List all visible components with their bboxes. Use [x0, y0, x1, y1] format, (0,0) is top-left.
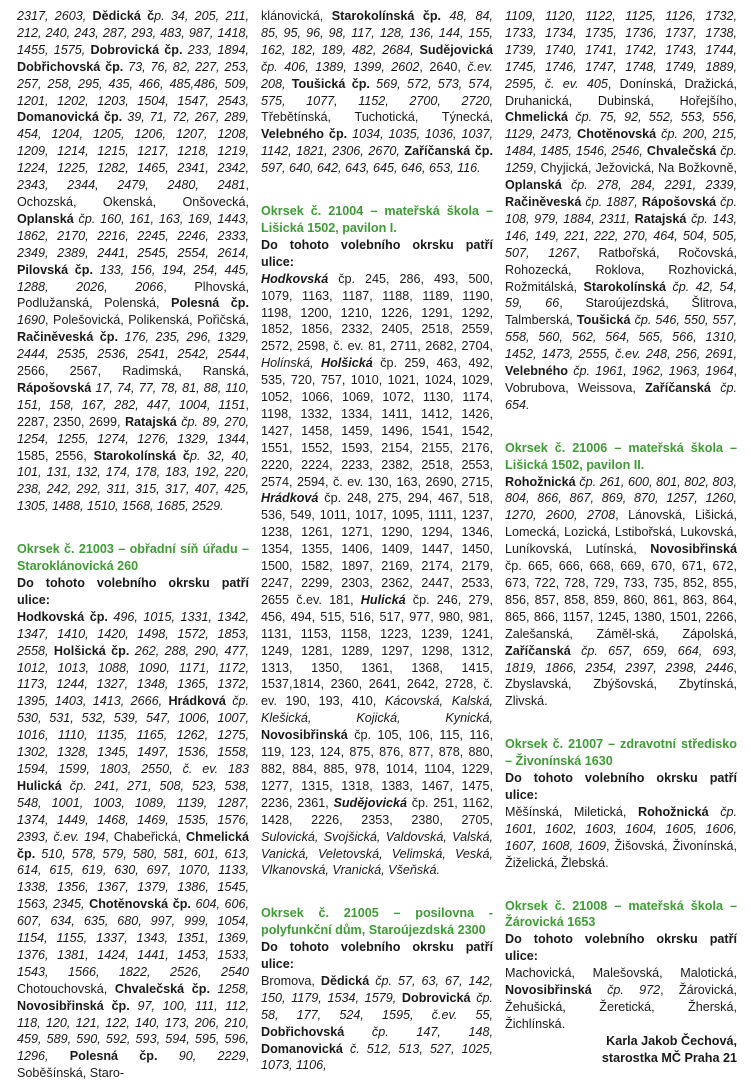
- district-intro: Do tohoto volebního okrsku patří ulice:: [261, 940, 493, 972]
- signature-slot: [505, 1033, 737, 1067]
- street-name: Rohožnická: [637, 804, 721, 819]
- house-numbers: 73, 76, 82, 227, 253, 257, 258, 295, 435, 466, 485,486, 509, 1201, 1202, 1203, 1504, 1547, 2543,: [17, 59, 249, 108]
- street-name: Dědická: [320, 973, 376, 988]
- street-name: Velebného čp.: [261, 127, 353, 142]
- house-numbers: , Zbyslavská, Zbýšovská, Zbytínská, Zlivská.: [505, 660, 737, 709]
- house-numbers: čp. 200, 215, 1484, 1485, 1546, 2546,: [505, 127, 737, 159]
- house-numbers: 17, 74, 77, 78, 81, 88, 110, 151, 158, 167, 282, 447, 1004, 1151: [17, 380, 249, 412]
- house-numbers: čp. 42, 54, 59, 66: [505, 279, 737, 311]
- house-numbers: , Soběšínská, Staro-: [17, 1049, 249, 1081]
- street-name: Chmelická čp.: [17, 829, 250, 861]
- house-numbers: , 1585, 2556,: [17, 431, 249, 463]
- street-name: Ratajská: [124, 414, 182, 429]
- house-numbers: Bromova,: [261, 973, 321, 988]
- house-numbers: , Žárovická, Žehušická, Žeretická, Žherská, Žichlínská.: [505, 983, 737, 1031]
- district-section: [505, 736, 737, 871]
- house-numbers: , Ochozská, Okenská, Onšovecká,: [17, 178, 249, 209]
- street-name: Chotěnovská: [577, 127, 662, 142]
- house-numbers: , Žišovská, Živonínská, Žiželická, Žlebská.: [505, 838, 737, 870]
- district-intro: Do tohoto volebního okrsku patří ulice:: [505, 771, 737, 802]
- house-numbers: čp. 1601, 1602, 1603, 1604, 1605, 1606, 1607, 1608, 1609: [505, 804, 737, 853]
- house-numbers: 569, 572, 573, 574, 575, 1077, 1152, 2700, 2720,: [261, 76, 494, 108]
- district-heading: Okrsek č. 21007 – zdravotní středisko – Živonínská 1630: [505, 737, 737, 769]
- district-section: [261, 203, 493, 879]
- street-name: Rápošovská: [17, 380, 96, 395]
- house-numbers: Machovická, Malešovská, Malotická,: [505, 966, 737, 981]
- house-numbers: Třebětínská, Tuchotická, Týnecká,: [261, 110, 493, 125]
- house-numbers: čp. 530, 531, 532, 539, 547, 1006, 1007, 1016, 1110, 1135, 1165, 1262, 1275, 1302, 1328, 1345, 1497, 1536, 1558, 1594, 1599, 1803, 2550, č. ev. 183: [17, 694, 249, 776]
- house-numbers: Chotouchovská,: [17, 981, 115, 996]
- house-numbers: 39, 71, 72, 267, 289, 454, 1204, 1205, 1206, 1207, 1208, 1209, 1214, 1215, 1217, 1218, 1219, 1224, 1225, 1282, 1465, 2341, 2342, 2343, 2344, 2479, 2480, 2481: [17, 110, 249, 193]
- house-numbers: č. 512, 513, 527, 1025, 1073, 1106,: [261, 1041, 494, 1073]
- street-name: Dobřichovská čp.: [17, 59, 129, 74]
- house-numbers: p. 32, 40, 101, 131, 132, 174, 178, 183, 192, 220, 238, 242, 292, 311, 315, 317, 407, 425, 1305, 1488, 1510, 1568, 1685, 2529.: [17, 448, 250, 514]
- column-1: [17, 8, 249, 1082]
- continued-text: [17, 8, 249, 515]
- house-numbers: , 2566, 2567, Radimská, Ranská,: [17, 347, 249, 379]
- house-numbers: Sulovická, Svojšická, Valdovská, Valská, Vanická, Veletovská, Velimská, Veská, Vlkanovská, Vranická, Všeňská.: [261, 829, 493, 878]
- street-name: Toušická čp.: [291, 76, 377, 91]
- house-numbers: čp. 654.: [505, 380, 737, 412]
- house-numbers: Měšínská, Miletická,: [505, 804, 638, 819]
- house-numbers: čp. 108, 979, 1884, 2311,: [505, 194, 737, 226]
- house-numbers: č.ev. 208,: [261, 59, 493, 91]
- street-name: Pilovská čp.: [17, 262, 100, 277]
- house-numbers: 233, 1894,: [187, 42, 249, 57]
- district-heading: Okrsek č. 21008 – mateřská škola – Žárovická 1653: [505, 898, 737, 930]
- street-name: Hrádková: [261, 491, 325, 506]
- house-numbers: 510, 578, 579, 580, 581, 601, 613, 614, 615, 619, 630, 697, 1070, 1133, 1338, 1356, 1367, 1379, 1386, 1545, 1563, 2345,: [17, 846, 249, 912]
- column-3: [505, 8, 737, 1067]
- street-name: Holšická čp.: [53, 643, 135, 658]
- house-numbers: čp. 665, 666, 668, 669, 670, 671, 672, 673, 722, 728, 729, 733, 735, 852, 855, 856, 857, 858, 859, 860, 861, 863, 864, 865, 866, 1157, 1245, 1380, 1501, 2266, Zalešanská, Záměl-ská, Zápolská,: [505, 559, 737, 641]
- street-list: [17, 8, 249, 515]
- street-name: Velebného: [505, 364, 574, 379]
- house-numbers: čp. 58, 177, 524, 1595, č.ev. 55,: [261, 990, 494, 1022]
- street-name: Dědická č: [92, 9, 155, 23]
- street-name: Hodkovská čp.: [17, 609, 114, 624]
- house-numbers: 90, 2229: [178, 1049, 246, 1064]
- house-numbers: , Ratbořská, Ročovská, Rohozecká, Roklova, Rozhovická, Rožmitálská,: [505, 245, 738, 294]
- house-numbers: , Plhovská, Podlužanská, Polenská,: [17, 279, 249, 311]
- house-numbers: , Chyjická, Ježovická, Na Božkovně,: [533, 161, 737, 176]
- street-name: Sudějovická: [333, 795, 412, 810]
- district-heading: Okrsek č. 21004 – mateřská škola – Lišická 1502, pavilon I.: [261, 204, 493, 235]
- house-numbers: 48, 84, 85, 95, 96, 98, 117, 128, 136, 144, 155, 162, 182, 189, 482, 2684,: [261, 9, 493, 57]
- street-list: [505, 8, 737, 414]
- house-numbers: klánovická,: [261, 9, 332, 23]
- house-numbers: čp. 261, 600, 801, 802, 803, 804, 866, 867, 869, 870, 1257, 1260, 1270, 2600, 2708: [505, 474, 737, 523]
- signature-role: starostka MČ Praha 21: [601, 1050, 737, 1065]
- street-name: Novosibřinská: [261, 728, 355, 743]
- street-name: Chvalečská: [646, 144, 721, 159]
- street-list: [261, 271, 493, 880]
- house-numbers: Kácovská, Kalská, Klešická, Kojická, Kynická,: [261, 694, 493, 726]
- continued-text: [505, 8, 737, 414]
- street-name: Novosibřinská: [505, 983, 608, 998]
- house-numbers: p. 34, 205, 211, 212, 240, 243, 287, 293, 483, 987, 1418, 1455, 1575,: [17, 9, 249, 57]
- street-name: Chmelická: [505, 110, 576, 125]
- house-numbers: čp. 406, 1389, 1399, 2602: [261, 59, 420, 74]
- street-name: Polesná čp.: [69, 1049, 179, 1064]
- house-numbers: 597, 640, 642, 643, 645, 646, 653, 116.: [261, 161, 481, 176]
- house-numbers: čp. 1887,: [585, 194, 642, 209]
- house-numbers: čp. 1961, 1962, 1963, 1964: [573, 364, 734, 379]
- street-list: [505, 804, 737, 872]
- street-name: Dobřichovská: [261, 1024, 372, 1039]
- street-name: Hulická: [17, 778, 70, 793]
- house-numbers: čp. 160, 161, 163, 169, 1443, 1862, 2170, 2216, 2245, 2246, 2333, 2349, 2389, 2441, 2545, 2554, 2614,: [17, 211, 249, 260]
- street-name: Zaříčanská: [505, 643, 582, 658]
- house-numbers: 1034, 1035, 1036, 1037, 1142, 1821, 2306, 2670,: [261, 127, 494, 159]
- house-numbers: 176, 235, 296, 1329, 2444, 2535, 2536, 2541, 2542, 2544: [17, 330, 250, 362]
- house-numbers: 1690: [17, 313, 46, 328]
- column-2: [261, 8, 493, 1074]
- district-heading: Okrsek č. 21006 – mateřská škola – Lišická 1502, pavilon II.: [505, 440, 737, 472]
- house-numbers: čp. 246, 279, 456, 494, 515, 516, 517, 977, 980, 981, 1131, 1153, 1158, 1223, 1239, 1241, 1249, 1281, 1289, 1297, 1298, 1312, 1313, 1350, 1361, 1368, 1415, 1537,1814, 2360, 2641, 2642, 2728, č. ev. 190, 193, 410,: [261, 592, 493, 709]
- house-numbers: čp. 245, 286, 493, 500, 1079, 1163, 1187, 1188, 1189, 1190, 1198, 1200, 1210, 1226, 1291, 1292, 1852, 1856, 2332, 2405, 2518, 2559, 2572, 2598, č. ev. 81, 2711, 2682, 2704,: [261, 271, 493, 354]
- house-numbers: 496, 1015, 1331, 1342, 1347, 1410, 1420, 1498, 1572, 1853, 2558,: [17, 609, 249, 658]
- district-section: [505, 898, 737, 1033]
- street-name: Starokolínská: [583, 279, 673, 294]
- house-numbers: čp. 972: [607, 983, 661, 998]
- house-numbers: čp. 89, 270, 1254, 1255, 1274, 1276, 1329, 1344: [17, 414, 249, 446]
- house-numbers: 262, 288, 290, 477, 1012, 1013, 1088, 1090, 1171, 1172, 1173, 1244, 1327, 1348, 1365, 1372, 1395, 1403, 1413, 2666,: [17, 643, 249, 709]
- street-name: Račiněveská čp.: [17, 330, 125, 345]
- street-list: [505, 965, 737, 1033]
- street-name: Sudějovická: [419, 42, 493, 57]
- house-numbers: 2317, 2603,: [17, 9, 93, 23]
- street-name: Oplanská: [505, 178, 571, 193]
- street-name: Oplanská: [17, 211, 79, 226]
- house-numbers: čp. 75, 92, 552, 553, 556, 1129, 2473,: [505, 110, 738, 142]
- house-numbers: , Lánovská, Lišická, Lomecká, Lozická, Lstibořská, Lukovská, Luníkovská, Lutínská,: [505, 508, 738, 557]
- signature-name: Karla Jakob Čechová,: [606, 1033, 737, 1048]
- street-list: [17, 609, 249, 1082]
- street-list: [505, 474, 737, 711]
- house-numbers: , Staroújezdská, Šlitrova, Talmberská,: [505, 296, 738, 328]
- street-list: [261, 8, 493, 177]
- street-name: Novosibřinská čp.: [17, 998, 138, 1013]
- street-name: Polesná čp.: [170, 296, 249, 311]
- house-numbers: , Polešovická, Polikenská, Pořičská,: [45, 313, 249, 328]
- house-numbers: čp. 657, 659, 664, 693, 1819, 1866, 2354, 2397, 2398, 2446: [505, 643, 737, 675]
- house-numbers: 604, 606, 607, 634, 635, 680, 997, 999, 1054, 1154, 1155, 1337, 1343, 1351, 1369, 1376, 1381, 1424, 1441, 1453, 1533, 1543, 1566, 1822, 2526, 2540: [17, 897, 249, 979]
- street-name: Rohožnická: [505, 474, 580, 489]
- house-numbers: , Donínská, Dražická, Druhanická, Dubinská, Hořejšího,: [505, 76, 738, 108]
- district-heading: Okrsek č. 21003 – obřadní síň úřadu – Staroklánovická 260: [17, 542, 249, 574]
- street-name: Ratajská: [634, 211, 692, 226]
- street-name: Starokolínská čp.: [331, 9, 450, 23]
- house-numbers: 97, 100, 111, 112, 118, 120, 121, 122, 140, 173, 206, 210, 459, 589, 590, 592, 593, 594, 595, 596, 1296,: [17, 998, 250, 1064]
- signature: [505, 1033, 737, 1067]
- district-section: [17, 541, 249, 1082]
- district-heading: Okrsek č. 21005 – posilovna - polyfunkční dům, Staroújezdská 2300: [261, 906, 493, 938]
- house-numbers: 1109, 1120, 1122, 1125, 1126, 1732, 1733, 1734, 1735, 1736, 1737, 1738, 1739, 1740, 1741, 1742, 1743, 1744, 1745, 1746, 1747, 1748, 1749, 1889, 2595, č. ev. 405: [505, 9, 737, 91]
- street-name: Toušická: [576, 313, 635, 328]
- house-numbers: 133, 156, 194, 254, 445, 1288, 2026, 2066: [17, 262, 249, 294]
- district-intro: Do tohoto volebního okrsku patří ulice:: [261, 237, 493, 269]
- house-numbers: čp. 251, 1162, 1428, 2226, 2353, 2380, 2705,: [261, 795, 494, 827]
- house-numbers: čp. 1259: [505, 144, 737, 176]
- house-numbers: čp. 105, 106, 115, 116, 119, 123, 124, 875, 876, 877, 878, 880, 882, 884, 885, 978, 1014, 1104, 1229, 1277, 1315, 1318, 1383, 1467, 1475, 2236, 2361,: [261, 728, 493, 810]
- house-numbers: čp. 241, 271, 508, 523, 538, 548, 1001, 1003, 1089, 1139, 1287, 1374, 1449, 1468, 1469, 1535, 1576, 2393, č.ev. 194: [17, 778, 250, 844]
- street-name: Hodkovská: [261, 271, 339, 286]
- street-name: Dobrovická: [401, 990, 477, 1005]
- street-name: Chotěnovská čp.: [89, 897, 196, 912]
- street-name: Starokolínská č: [93, 448, 190, 463]
- house-numbers: čp. 248, 275, 294, 467, 518, 536, 549, 1011, 1017, 1095, 1111, 1237, 1238, 1261, 1271, 1290, 1294, 1346, 1354, 1355, 1406, 1409, 1447, 1450, 1500, 1582, 1897, 2169, 2174, 2179, 2247, 2299, 2303, 2362, 2447, 2533, 2655 č.ev. 181,: [261, 491, 493, 607]
- street-name: Rápošovská: [641, 194, 721, 209]
- street-name: Zaříčanská: [645, 380, 721, 395]
- street-name: Zaříčanská čp.: [404, 144, 493, 159]
- street-name: Domanovická čp.: [17, 110, 128, 125]
- continued-text: [261, 8, 493, 177]
- street-name: Holšická: [320, 356, 381, 371]
- house-numbers: čp. 143, 146, 149, 221, 222, 270, 464, 504, 505, 507, 1267: [505, 211, 737, 260]
- street-name: Domanovická: [261, 1041, 350, 1056]
- district-section: [261, 905, 493, 1074]
- house-numbers: Holínská,: [261, 356, 321, 371]
- street-name: Račiněveská: [505, 194, 586, 209]
- district-intro: Do tohoto volebního okrsku patří ulice:: [505, 932, 737, 964]
- house-numbers: čp. 57, 63, 67, 142, 150, 1179, 1534, 1579,: [261, 973, 493, 1005]
- house-numbers: čp. 278, 284, 2291, 2339,: [570, 178, 737, 193]
- house-numbers: , 2287, 2350, 2699,: [17, 397, 249, 429]
- street-name: Hulická: [360, 592, 413, 607]
- house-numbers: , Vobrubova, Weissova,: [505, 364, 737, 395]
- house-numbers: čp. 259, 463, 492, 535, 720, 757, 1010, 1021, 1024, 1029, 1052, 1066, 1069, 1072, 1130, 1174, 1198, 1332, 1334, 1411, 1412, 1426, 1427, 1458, 1459, 1496, 1541, 1542, 1551, 1552, 1593, 2154, 2155, 2176, 2220, 2224, 2233, 2382, 2518, 2553, 2574, 2594, č. ev. 130, 163, 2690, 2715,: [261, 356, 493, 489]
- district-intro: Do tohoto volebního okrsku patří ulice:: [17, 576, 249, 607]
- street-name: Hrádková: [168, 694, 233, 709]
- district-section: [505, 440, 737, 711]
- house-numbers: , Chabeřická,: [105, 829, 187, 844]
- house-numbers: , 2640,: [419, 59, 468, 74]
- house-numbers: čp. 147, 148,: [371, 1024, 493, 1039]
- street-name: Chvalečská čp.: [114, 981, 218, 996]
- house-numbers: čp. 546, 550, 557, 558, 560, 562, 564, 565, 566, 1310, 1452, 1473, 2555, č.ev. 248, 256, 2691,: [505, 313, 737, 362]
- street-name: Dobrovická čp.: [90, 42, 188, 57]
- house-numbers: 1258,: [217, 981, 250, 996]
- street-name: Novosibřinská: [650, 542, 737, 557]
